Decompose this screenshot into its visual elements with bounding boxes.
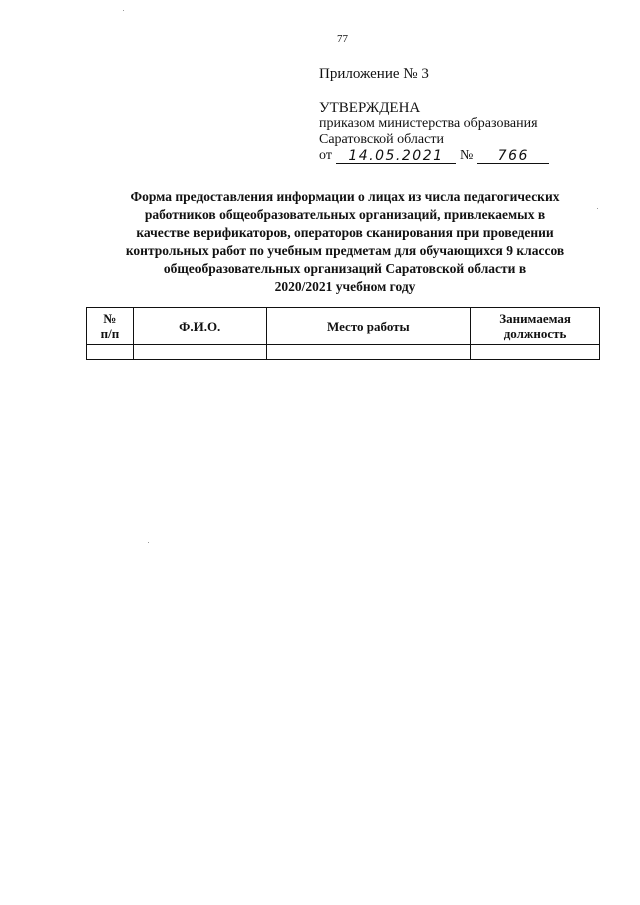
form-title-line: контрольных работ по учебным предметам для обучающихся 9 классов [125, 243, 565, 258]
table-cell-workplace [266, 345, 471, 360]
table-cell-position [471, 345, 600, 360]
approval-issuer-line: приказом министерства образования [319, 116, 538, 131]
form-title [90, 188, 600, 296]
scan-speck [148, 542, 149, 543]
header-full-name-text: Ф.И.О. [179, 318, 221, 334]
header-number-line1: № [103, 311, 117, 326]
data-form-table [86, 307, 600, 360]
header-workplace-text: Место работы [327, 318, 410, 334]
header-full-name [133, 308, 266, 345]
approval-date-line [319, 148, 549, 164]
header-position-line2: должность [503, 326, 567, 341]
scan-speck [597, 208, 598, 209]
table-cell-number [87, 345, 134, 360]
appendix-label: Приложение № 3 [319, 66, 429, 82]
header-number [87, 308, 134, 345]
approval-number-handwritten: 766 [477, 149, 549, 164]
form-title-line: 2020/2021 учебном году [274, 279, 416, 294]
header-workplace [266, 308, 471, 345]
number-prefix: № [459, 148, 474, 163]
table-row [87, 345, 600, 360]
table-cell-full-name [133, 345, 266, 360]
header-position [471, 308, 600, 345]
form-title-line: работников общеобразовательных организаций, привлекаемых в [144, 207, 546, 222]
table-header-row [87, 308, 600, 345]
date-prefix: от [319, 148, 332, 163]
page-number: 77 [337, 33, 348, 45]
header-number-line2: п/п [100, 326, 120, 341]
approval-date-handwritten: 14.05.2021 [336, 149, 456, 164]
scan-speck [123, 10, 124, 11]
form-title-line: Форма предоставления информации о лицах из числа педагогических [130, 189, 560, 204]
form-title-line: качестве верификаторов, операторов сканирования при проведении [136, 225, 554, 240]
approval-title: УТВЕРЖДЕНА [319, 100, 421, 116]
form-title-line: общеобразовательных организаций Саратовской области в [163, 261, 527, 276]
approval-block [319, 100, 549, 164]
approval-region-line: Саратовской области [319, 132, 444, 147]
header-position-line1: Занимаемая [499, 311, 571, 326]
